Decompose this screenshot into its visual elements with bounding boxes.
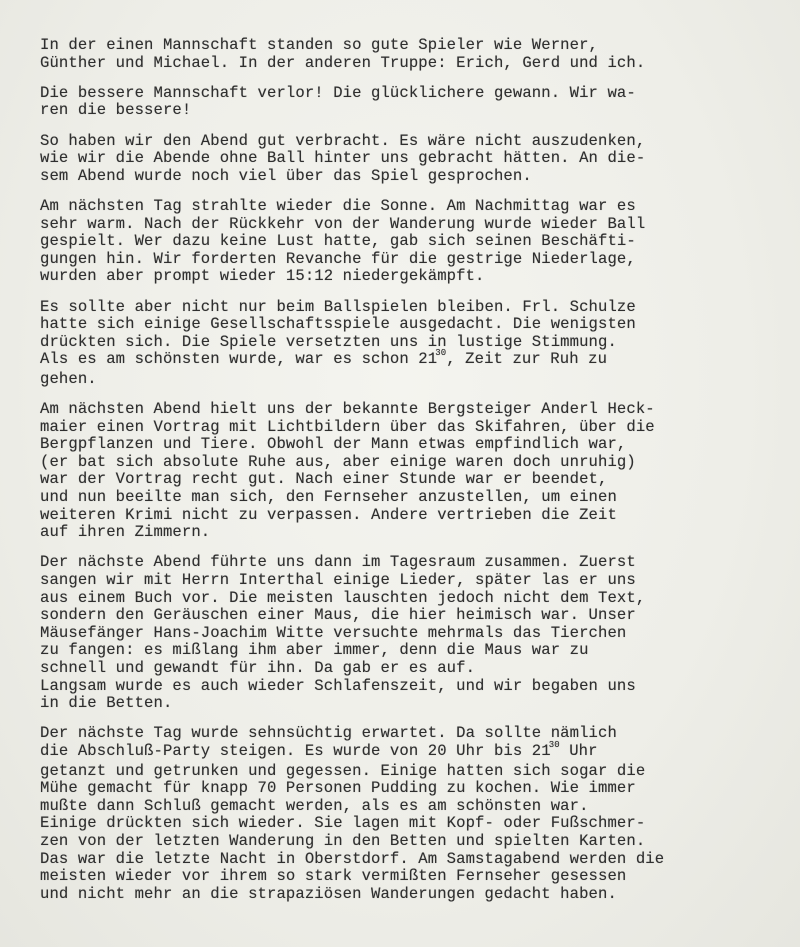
text-line [40, 198, 740, 216]
line-text: gehen. [40, 369, 97, 388]
text-line [40, 815, 740, 833]
text-line [40, 607, 740, 625]
line-text: aus einem Buch vor. Die meisten lauschten jedoch nicht dem Text, [40, 588, 646, 607]
line-text: weiteren Krimi nicht zu verpassen. Andere vertrieben die Zeit [40, 505, 617, 524]
text-line [40, 316, 740, 334]
line-text: die Abschluß-Party steigen. Es wurde von 20 Uhr bis 21 [40, 741, 551, 760]
line-text: Günther und Michael. In der anderen Truppe: Erich, Gerd und ich. [40, 53, 646, 72]
paragraph [40, 85, 740, 120]
paragraph [40, 37, 740, 72]
text-line [40, 489, 740, 507]
line-text: schnell und gewandt für ihn. Da gab er es auf. [40, 658, 476, 677]
text-line [40, 55, 740, 73]
paragraph [40, 554, 740, 712]
line-text: wurden aber prompt wieder 15:12 niedergekämpft. [40, 267, 485, 286]
text-line [40, 251, 740, 269]
line-text-continuation: Uhr [559, 741, 598, 760]
text-line [40, 625, 740, 643]
line-text: Der nächste Abend führte uns dann im Tagesraum zusammen. Zuerst [40, 553, 636, 572]
line-text: Es sollte aber nicht nur beim Ballspielen bleiben. Frl. Schulze [40, 297, 636, 316]
line-text: in die Betten. [40, 694, 173, 713]
text-line [40, 524, 740, 542]
line-text: Das war die letzte Nacht in Oberstdorf. Am Samstagabend werden die [40, 849, 665, 868]
paragraph [40, 133, 740, 186]
text-line [40, 102, 740, 120]
text-line [40, 37, 740, 55]
line-text: Mäusefänger Hans-Joachim Witte versuchte mehrmals das Tierchen [40, 623, 627, 642]
line-text: Langsam wurde es auch wieder Schlafenszeit, und wir begaben uns [40, 676, 636, 695]
line-text: Als es am schönsten wurde, war es schon 21 [40, 350, 438, 369]
line-text: Einige drückten sich wieder. Sie lagen mit Kopf- oder Fußschmer- [40, 814, 646, 833]
line-text: Am nächsten Tag strahlte wieder die Sonne. Am Nachmittag war es [40, 196, 636, 215]
text-line [40, 216, 740, 234]
line-text: zu fangen: es mißlang ihm aber immer, denn die Maus war zu [40, 641, 589, 660]
text-line [40, 233, 740, 251]
paragraph [40, 299, 740, 389]
document-body [40, 37, 740, 916]
line-text: drückten sich. Die Spiele versetzten uns in lustige Stimmung. [40, 332, 617, 351]
text-line [40, 572, 740, 590]
text-line [40, 419, 740, 437]
text-line [40, 371, 740, 389]
text-line [40, 780, 740, 798]
line-text: und nun beeilte man sich, den Fernseher anzustellen, um einen [40, 488, 617, 507]
text-line [40, 268, 740, 286]
text-line [40, 554, 740, 572]
line-text: ren die bessere! [40, 101, 192, 120]
text-line [40, 725, 740, 743]
text-line [40, 642, 740, 660]
line-text: gungen hin. Wir forderten Revanche für die gestrige Niederlage, [40, 249, 636, 268]
text-line [40, 150, 740, 168]
line-text: gespielt. Wer dazu keine Lust hatte, gab sich seinen Beschäfti- [40, 232, 636, 251]
line-text: getanzt und getrunken und gegessen. Einige hatten sich sogar die [40, 761, 646, 780]
text-line [40, 695, 740, 713]
line-text-continuation: , Zeit zur Ruh zu [446, 350, 608, 369]
line-text: auf ihren Zimmern. [40, 523, 211, 542]
line-text: war der Vortrag recht gut. Nach einer Stunde war er beendet, [40, 470, 608, 489]
text-line [40, 763, 740, 781]
line-text: zen von der letzten Wanderung in den Betten und spielten Karten. [40, 831, 646, 850]
line-text: Am nächsten Abend hielt uns der bekannte Bergsteiger Anderl Heck- [40, 400, 655, 419]
text-line [40, 660, 740, 678]
time-minutes-superscript: 30 [548, 739, 560, 750]
line-text: sondern den Geräuschen einer Maus, die hier heimisch war. Unser [40, 606, 636, 625]
text-line [40, 334, 740, 352]
paragraph [40, 725, 740, 903]
text-line [40, 886, 740, 904]
text-line [40, 590, 740, 608]
text-line [40, 471, 740, 489]
text-line [40, 739, 740, 763]
text-line [40, 868, 740, 886]
text-line [40, 85, 740, 103]
text-line [40, 436, 740, 454]
line-text: hatte sich einige Gesellschaftsspiele ausgedacht. Die wenigsten [40, 315, 636, 334]
line-text: wie wir die Abende ohne Ball hinter uns gebracht hätten. An die- [40, 149, 646, 168]
line-text: So haben wir den Abend gut verbracht. Es wäre nicht auszudenken, [40, 131, 646, 150]
line-text: meisten wieder vor ihrem so stark vermißten Fernseher gesessen [40, 867, 627, 886]
text-line [40, 507, 740, 525]
line-text: (er bat sich absolute Ruhe aus, aber einige waren doch unruhig) [40, 452, 636, 471]
text-line [40, 133, 740, 151]
line-text: mußte dann Schluß gemacht werden, als es am schönsten war. [40, 796, 589, 815]
text-line [40, 851, 740, 869]
text-line [40, 454, 740, 472]
time-minutes-superscript: 30 [435, 348, 447, 359]
text-line [40, 678, 740, 696]
line-text: maier einen Vortrag mit Lichtbildern über das Skifahren, über die [40, 417, 655, 436]
line-text: und nicht mehr an die strapaziösen Wanderungen gedacht haben. [40, 884, 617, 903]
paragraph [40, 401, 740, 542]
line-text: Mühe gemacht für knapp 70 Personen Pudding zu kochen. Wie immer [40, 779, 636, 798]
text-line [40, 299, 740, 317]
text-line [40, 168, 740, 186]
line-text: Der nächste Tag wurde sehnsüchtig erwartet. Da sollte nämlich [40, 724, 617, 743]
text-line [40, 833, 740, 851]
text-line [40, 798, 740, 816]
text-line [40, 401, 740, 419]
line-text: Die bessere Mannschaft verlor! Die glücklichere gewann. Wir wa- [40, 83, 636, 102]
line-text: Bergpflanzen und Tiere. Obwohl der Mann etwas empfindlich war, [40, 435, 627, 454]
line-text: sangen wir mit Herrn Interthal einige Lieder, später las er uns [40, 571, 636, 589]
paragraph [40, 198, 740, 286]
line-text: In der einen Mannschaft standen so gute Spieler wie Werner, [40, 36, 599, 54]
text-line [40, 348, 740, 371]
line-text: sehr warm. Nach der Rückkehr von der Wanderung wurde wieder Ball [40, 214, 646, 233]
line-text: sem Abend wurde noch viel über das Spiel gesprochen. [40, 166, 532, 185]
